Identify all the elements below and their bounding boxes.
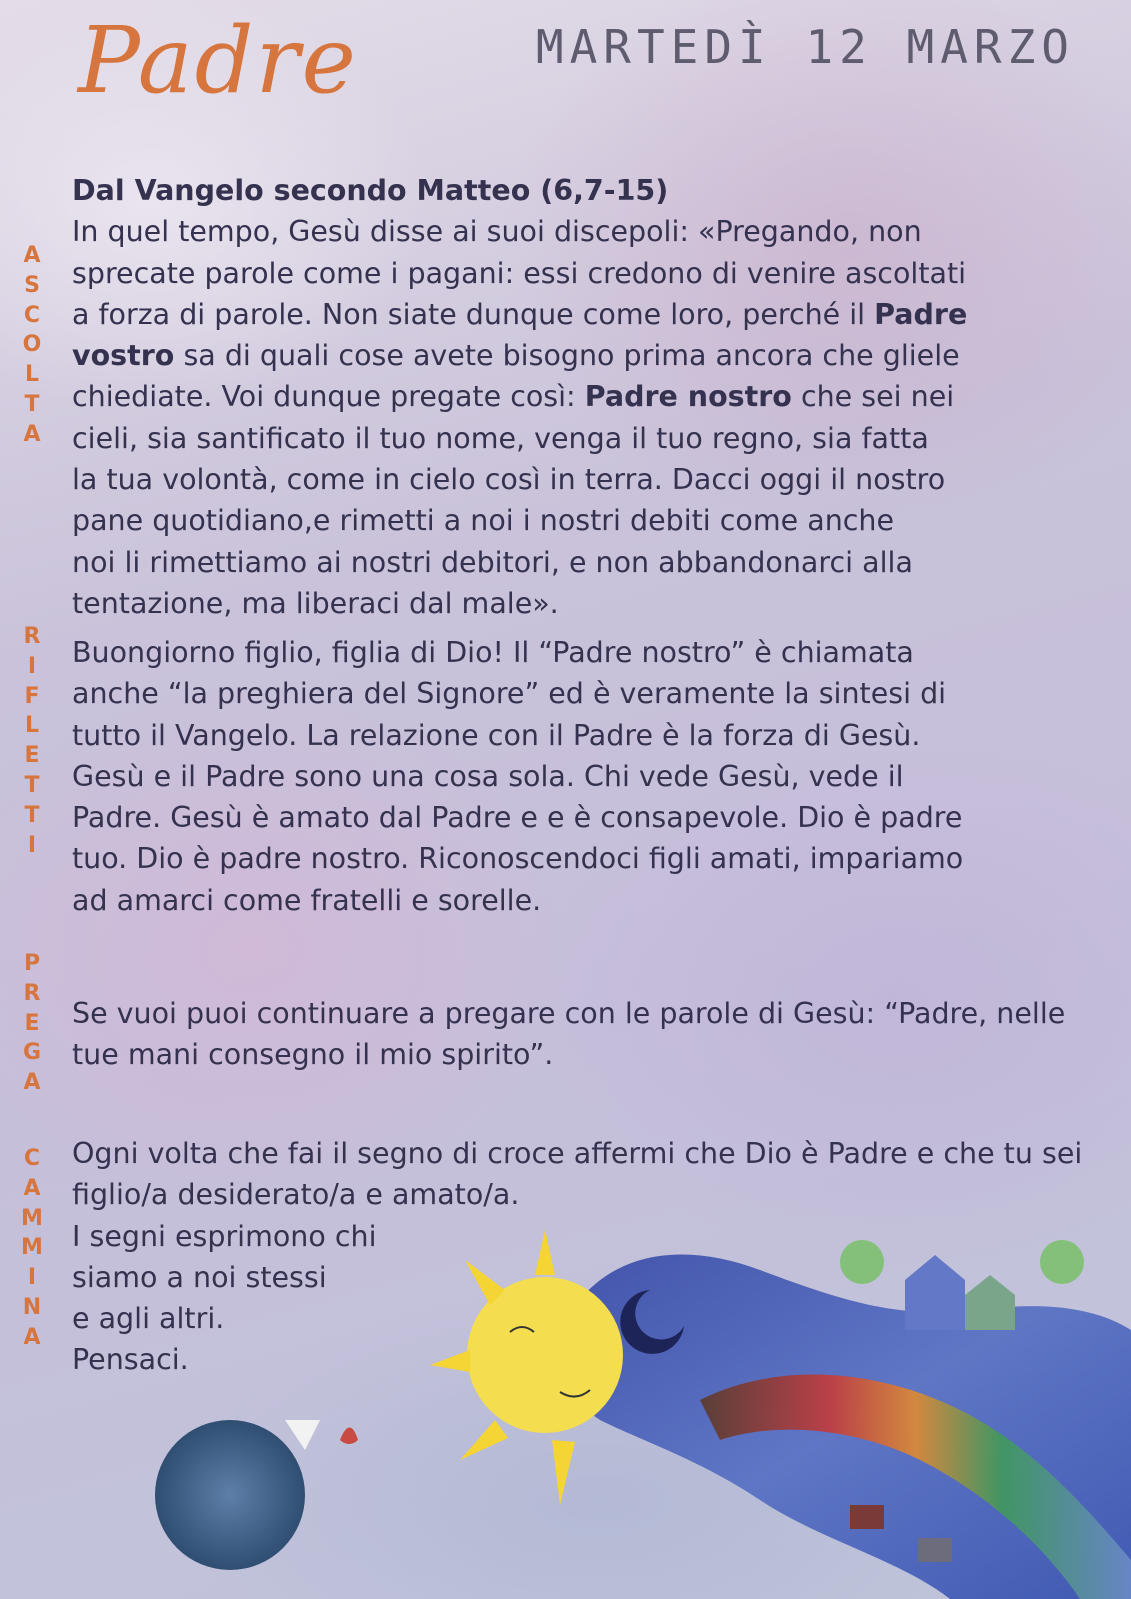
- text-line: tutto il Vangelo. La relazione con il Padre è la forza di Gesù.: [72, 718, 921, 752]
- text-line: pane quotidiano,e rimetti a noi i nostri debiti come anche: [72, 504, 895, 538]
- side-letter: L: [24, 362, 40, 388]
- text-line: ad amarci come fratelli e sorelle.: [72, 883, 542, 917]
- page-title: Padre: [78, 7, 358, 114]
- gospel-heading: Dal Vangelo secondo Matteo (6,7-15): [72, 174, 669, 207]
- walk-section: [72, 1133, 1122, 1381]
- side-letter: I: [27, 1265, 37, 1291]
- text-line: I segni esprimono chi: [72, 1219, 377, 1253]
- train-car-shape: [918, 1538, 952, 1562]
- side-letter: M: [21, 1205, 43, 1231]
- earth-globe-shape: [155, 1420, 305, 1570]
- side-letter: L: [24, 713, 40, 739]
- side-letter: R: [23, 624, 41, 649]
- side-letter: E: [24, 743, 40, 769]
- text-line: Buongiorno figlio, figlia di Dio! Il “Padre nostro” è chiamata: [72, 636, 914, 669]
- text-line: tuo. Dio è padre nostro. Riconoscendoci figli amati, impariamo: [72, 842, 964, 876]
- side-letter: E: [24, 1010, 40, 1036]
- emphasis-text: Padre: [874, 297, 968, 331]
- side-letter: N: [22, 1294, 42, 1320]
- text-line: la tua volontà, come in cielo così in terra. Dacci oggi il nostro: [72, 463, 946, 497]
- red-leaf-shape: [340, 1428, 358, 1445]
- side-letter: O: [22, 332, 42, 358]
- text-run: chiediate. Voi dunque pregate così:: [72, 380, 585, 414]
- text-line: sprecate parole come i pagani: essi credono di venire ascoltati: [72, 256, 967, 290]
- side-letter: T: [24, 391, 40, 417]
- sun-ray-shape: [552, 1440, 575, 1505]
- side-letter: G: [22, 1040, 42, 1066]
- text-line: tentazione, ma liberaci dal male».: [72, 586, 559, 620]
- text-line: Se vuoi puoi continuare a pregare con le parole di Gesù: “Padre, nelle: [72, 997, 1066, 1030]
- text-line: anche “la preghiera del Signore” ed è veramente la sintesi di: [72, 677, 947, 711]
- side-letter: C: [23, 302, 41, 328]
- emphasis-text: Padre nostro: [584, 380, 792, 414]
- side-letter: F: [24, 683, 40, 709]
- text-line: cieli, sia santificato il tuo nome, venga il tuo regno, sia fatta: [72, 421, 929, 455]
- side-letter: P: [23, 951, 41, 976]
- text-line: tue mani consegno il mio spirito”.: [72, 1038, 554, 1072]
- text-line: Pensaci.: [72, 1343, 189, 1377]
- text-line: Gesù e il Padre sono una cosa sola. Chi vede Gesù, vede il: [72, 759, 904, 793]
- side-letter: A: [23, 1324, 41, 1350]
- text-line: e agli altri.: [72, 1302, 225, 1336]
- text-line: siamo a noi stessi: [72, 1260, 327, 1294]
- text-run: che sei nei: [791, 380, 955, 414]
- date-label: MARTEDÌ 12 MARZO: [535, 20, 1075, 74]
- emphasis-text: vostro: [72, 339, 175, 373]
- text-line: Padre. Gesù è amato dal Padre e e è consapevole. Dio è padre: [72, 801, 963, 835]
- text-run: sa di quali cose avete bisogno prima ancora che gliele: [174, 339, 960, 373]
- text-line: noi li rimettiamo ai nostri debitori, e non abbandonarci alla: [72, 545, 913, 579]
- side-letter: I: [27, 653, 37, 679]
- earth-globe-drawing: [155, 1420, 358, 1570]
- side-letter: T: [24, 802, 40, 828]
- side-letter: I: [27, 832, 37, 858]
- text-line: figlio/a desiderato/a e amato/a.: [72, 1178, 520, 1212]
- text-run: a forza di parole. Non siate dunque come loro, perché il: [72, 297, 875, 331]
- side-letter: A: [23, 1070, 41, 1096]
- side-letter: A: [23, 243, 41, 268]
- text-line: In quel tempo, Gesù disse ai suoi discepoli: «Pregando, non: [72, 215, 922, 249]
- side-letter: A: [23, 421, 41, 447]
- side-letter: M: [21, 1235, 43, 1261]
- side-letter: S: [24, 272, 40, 298]
- train-car-shape: [850, 1505, 884, 1529]
- side-letter: R: [23, 980, 41, 1006]
- sun-ray-shape: [460, 1420, 508, 1460]
- side-letter: T: [24, 772, 40, 798]
- text-line: Ogni volta che fai il segno di croce affermi che Dio è Padre e che tu sei: [72, 1137, 1083, 1170]
- side-letter: C: [23, 1146, 41, 1171]
- paper-boat-shape: [285, 1420, 320, 1450]
- side-letter: A: [23, 1175, 41, 1201]
